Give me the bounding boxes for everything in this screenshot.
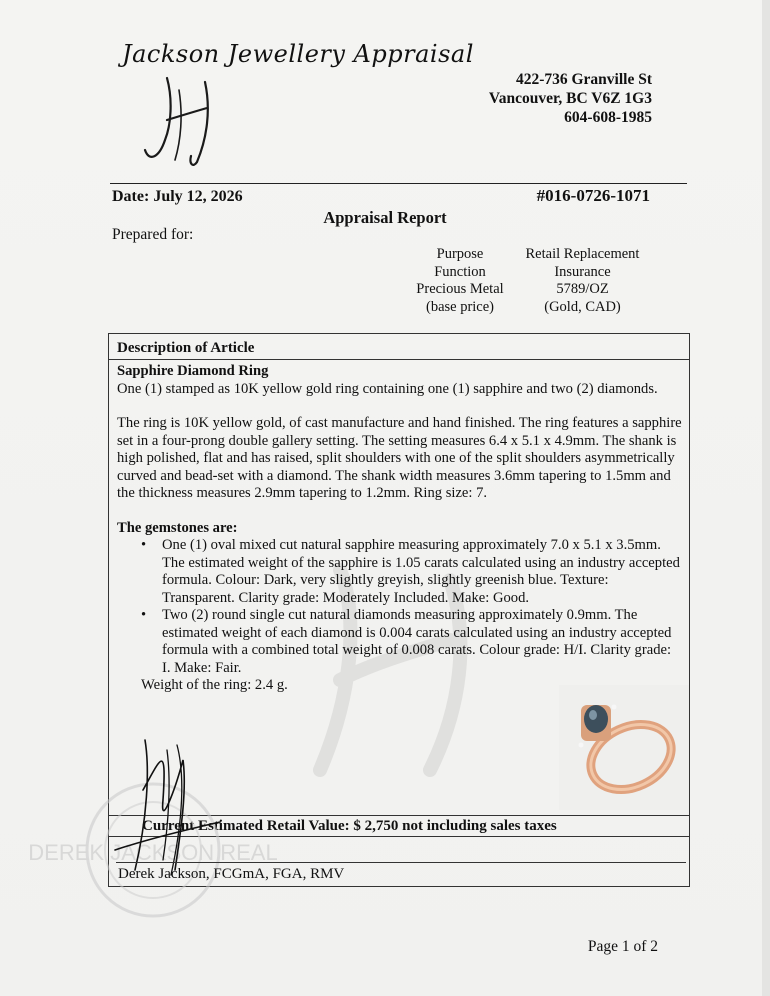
signature [105,730,225,880]
article-summary: One (1) stamped as 10K yellow gold ring containing one (1) sapphire and two (2) diamonds. [117,380,658,397]
meta-value: Insurance [554,263,611,280]
seal-text: DEREK JACKSON REAL [28,840,278,865]
meta-value: 5789/OZ [556,281,609,297]
report-title: Appraisal Report [323,208,447,227]
address-city: Vancouver, BC V6Z 1G3 [488,90,652,107]
meta-label: Function [434,263,486,280]
report-date: Date: July 12, 2026 [112,188,243,205]
gemstones-heading: The gemstones are: [117,519,238,536]
company-monogram-logo [135,70,225,170]
article-heading: Description of Article [109,334,689,360]
article-content [117,363,683,695]
ring-weight: Weight of the ring: 2.4 g. [141,677,288,693]
meta-label: Precious Metal [416,281,504,297]
signature-line [116,862,686,863]
company-address [489,70,652,127]
ring-photo [559,685,689,810]
list-item: • Two (2) round single cut natural diamonds measuring approximately 0.9mm. The estimated weight of each diamond is 0.004 carats calculated using an industry accepted formula with a combined total weight of 0.008 carats. Colour grade: H/I. Clarity grade: I. Make: Fair. [141,607,672,676]
article-description: The ring is 10K yellow gold, of cast manufacture and hand finished. The ring features a sapphire set in a four-prong double gallery setting. The setting measures 6.4 x 5.1 x 4.9mm. The shank is high polished, flat and has raised, split shoulders with one of the split shoulders asymmetrically curved and bead-set with a diamond. The shank width measures 3.6mm tapering to 1.5mm and the thickness measures 2.9mm tapering to 1.2mm. Ring size: 7. [117,415,682,501]
page-number: Page 1 of 2 [587,938,658,955]
header-divider [110,183,687,184]
gemstone-list [117,537,683,677]
meta-values [510,246,655,316]
appraiser-name: Derek Jackson, FCGmA, FGA, RMV [118,866,345,882]
page-edge [762,0,770,996]
retail-value: Current Estimated Retail Value: $ 2,750 not including sales taxes [142,818,557,834]
address-street: 422-736 Granville St [515,71,652,88]
prepared-for-label: Prepared for: [112,226,194,243]
company-name: Jackson Jewellery Appraisal [122,40,474,68]
meta-value: (Gold, CAD) [544,298,621,315]
meta-label: Purpose [436,246,484,262]
list-item: • One (1) oval mixed cut natural sapphire measuring approximately 7.0 x 5.1 x 3.5mm. The estimated weight of the sapphire is 1.05 carats calculated using an industry accepted formula. Colour: Dark, very slightly greyish, slightly greenish blue. Texture: Transparent. Clarity grade: Moderately Included. Make: Good. [141,537,680,606]
report-number: #016-0726-1071 [536,186,650,205]
meta-label: (base price) [425,298,495,315]
article-name: Sapphire Diamond Ring [117,363,269,379]
address-phone: 604-608-1985 [564,109,652,126]
meta-value: Retail Replacement [525,246,640,262]
